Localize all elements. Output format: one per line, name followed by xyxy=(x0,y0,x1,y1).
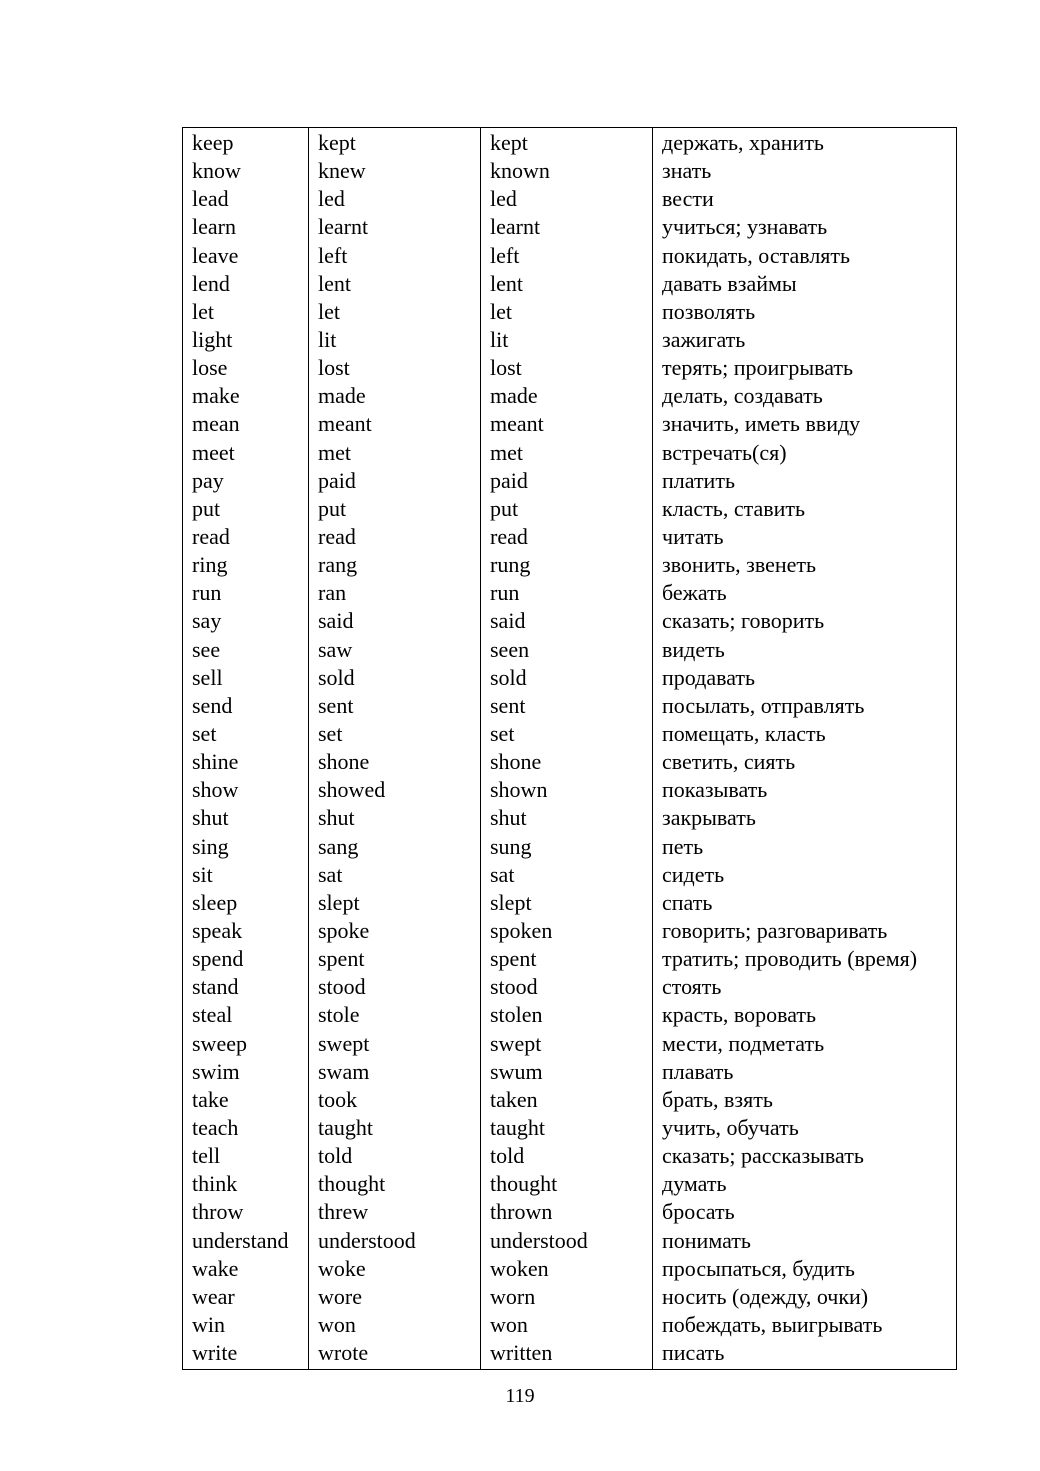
table-row xyxy=(183,467,957,495)
translation-cell: встречать(ся) xyxy=(653,439,957,467)
past-participle-cell: spent xyxy=(481,945,653,973)
past-simple-cell: shone xyxy=(309,748,481,776)
base-form-cell: shut xyxy=(183,804,309,832)
past-participle-cell: run xyxy=(481,579,653,607)
table-row xyxy=(183,720,957,748)
base-form-cell: send xyxy=(183,692,309,720)
past-simple-cell: spent xyxy=(309,945,481,973)
table-row xyxy=(183,1170,957,1198)
base-form-cell: tell xyxy=(183,1142,309,1170)
past-participle-cell: stood xyxy=(481,973,653,1001)
base-form-cell: know xyxy=(183,157,309,185)
past-simple-cell: swept xyxy=(309,1030,481,1058)
translation-cell: терять; проигрывать xyxy=(653,354,957,382)
table-row xyxy=(183,185,957,213)
base-form-cell: write xyxy=(183,1339,309,1370)
base-form-cell: think xyxy=(183,1170,309,1198)
past-participle-cell: spoken xyxy=(481,917,653,945)
table-row xyxy=(183,128,957,158)
past-simple-cell: lent xyxy=(309,270,481,298)
base-form-cell: keep xyxy=(183,128,309,158)
table-row xyxy=(183,1142,957,1170)
base-form-cell: ring xyxy=(183,551,309,579)
table-row xyxy=(183,889,957,917)
base-form-cell: let xyxy=(183,298,309,326)
translation-cell: покидать, оставлять xyxy=(653,242,957,270)
table-row xyxy=(183,1283,957,1311)
past-simple-cell: understood xyxy=(309,1226,481,1254)
past-simple-cell: wore xyxy=(309,1283,481,1311)
past-simple-cell: ran xyxy=(309,579,481,607)
past-participle-cell: seen xyxy=(481,636,653,664)
translation-cell: видеть xyxy=(653,636,957,664)
table-row xyxy=(183,326,957,354)
past-simple-cell: thought xyxy=(309,1170,481,1198)
translation-cell: сидеть xyxy=(653,861,957,889)
translation-cell: продавать xyxy=(653,664,957,692)
translation-cell: мести, подметать xyxy=(653,1030,957,1058)
past-simple-cell: stole xyxy=(309,1001,481,1029)
past-participle-cell: known xyxy=(481,157,653,185)
base-form-cell: steal xyxy=(183,1001,309,1029)
past-simple-cell: rang xyxy=(309,551,481,579)
past-participle-cell: taken xyxy=(481,1086,653,1114)
base-form-cell: meet xyxy=(183,439,309,467)
past-participle-cell: kept xyxy=(481,128,653,158)
past-participle-cell: shone xyxy=(481,748,653,776)
table-row xyxy=(183,833,957,861)
translation-cell: писать xyxy=(653,1339,957,1370)
past-participle-cell: read xyxy=(481,523,653,551)
past-simple-cell: stood xyxy=(309,973,481,1001)
translation-cell: думать xyxy=(653,1170,957,1198)
past-simple-cell: paid xyxy=(309,467,481,495)
past-simple-cell: made xyxy=(309,382,481,410)
translation-cell: брать, взять xyxy=(653,1086,957,1114)
translation-cell: светить, сиять xyxy=(653,748,957,776)
past-participle-cell: sold xyxy=(481,664,653,692)
translation-cell: показывать xyxy=(653,776,957,804)
past-simple-cell: read xyxy=(309,523,481,551)
table-row xyxy=(183,1058,957,1086)
base-form-cell: leave xyxy=(183,242,309,270)
past-simple-cell: wrote xyxy=(309,1339,481,1370)
base-form-cell: see xyxy=(183,636,309,664)
past-simple-cell: spoke xyxy=(309,917,481,945)
base-form-cell: say xyxy=(183,607,309,635)
table-row xyxy=(183,664,957,692)
translation-cell: сказать; рассказывать xyxy=(653,1142,957,1170)
past-simple-cell: led xyxy=(309,185,481,213)
past-participle-cell: sat xyxy=(481,861,653,889)
past-participle-cell: shown xyxy=(481,776,653,804)
past-simple-cell: sent xyxy=(309,692,481,720)
past-simple-cell: sat xyxy=(309,861,481,889)
table-row xyxy=(183,1311,957,1339)
translation-cell: помещать, класть xyxy=(653,720,957,748)
translation-cell: понимать xyxy=(653,1226,957,1254)
past-simple-cell: slept xyxy=(309,889,481,917)
translation-cell: звонить, звенеть xyxy=(653,551,957,579)
table-row xyxy=(183,157,957,185)
table-row xyxy=(183,776,957,804)
translation-cell: побеждать, выигрывать xyxy=(653,1311,957,1339)
translation-cell: значить, иметь ввиду xyxy=(653,410,957,438)
past-participle-cell: sent xyxy=(481,692,653,720)
base-form-cell: put xyxy=(183,495,309,523)
past-simple-cell: saw xyxy=(309,636,481,664)
past-participle-cell: understood xyxy=(481,1226,653,1254)
table-row xyxy=(183,242,957,270)
base-form-cell: read xyxy=(183,523,309,551)
base-form-cell: wake xyxy=(183,1255,309,1283)
table-row xyxy=(183,1086,957,1114)
table-row xyxy=(183,1339,957,1370)
translation-cell: стоять xyxy=(653,973,957,1001)
past-participle-cell: put xyxy=(481,495,653,523)
translation-cell: просыпаться, будить xyxy=(653,1255,957,1283)
translation-cell: учить, обучать xyxy=(653,1114,957,1142)
past-simple-cell: said xyxy=(309,607,481,635)
past-simple-cell: won xyxy=(309,1311,481,1339)
base-form-cell: win xyxy=(183,1311,309,1339)
base-form-cell: run xyxy=(183,579,309,607)
past-participle-cell: thrown xyxy=(481,1198,653,1226)
past-simple-cell: shut xyxy=(309,804,481,832)
base-form-cell: stand xyxy=(183,973,309,1001)
table-row xyxy=(183,973,957,1001)
base-form-cell: understand xyxy=(183,1226,309,1254)
table-row xyxy=(183,692,957,720)
translation-cell: плавать xyxy=(653,1058,957,1086)
table-row xyxy=(183,1198,957,1226)
past-participle-cell: meant xyxy=(481,410,653,438)
table-row xyxy=(183,1114,957,1142)
past-participle-cell: shut xyxy=(481,804,653,832)
past-participle-cell: swept xyxy=(481,1030,653,1058)
translation-cell: говорить; разговаривать xyxy=(653,917,957,945)
past-participle-cell: told xyxy=(481,1142,653,1170)
past-participle-cell: sung xyxy=(481,833,653,861)
past-participle-cell: worn xyxy=(481,1283,653,1311)
past-participle-cell: written xyxy=(481,1339,653,1370)
table-row xyxy=(183,410,957,438)
translation-cell: бросать xyxy=(653,1198,957,1226)
base-form-cell: sing xyxy=(183,833,309,861)
translation-cell: красть, воровать xyxy=(653,1001,957,1029)
past-simple-cell: learnt xyxy=(309,213,481,241)
past-simple-cell: threw xyxy=(309,1198,481,1226)
page-number: 119 xyxy=(505,1385,535,1407)
base-form-cell: show xyxy=(183,776,309,804)
past-simple-cell: sang xyxy=(309,833,481,861)
translation-cell: учиться; узнавать xyxy=(653,213,957,241)
past-participle-cell: won xyxy=(481,1311,653,1339)
base-form-cell: make xyxy=(183,382,309,410)
table-row xyxy=(183,579,957,607)
translation-cell: спать xyxy=(653,889,957,917)
past-simple-cell: set xyxy=(309,720,481,748)
past-participle-cell: met xyxy=(481,439,653,467)
translation-cell: класть, ставить xyxy=(653,495,957,523)
base-form-cell: throw xyxy=(183,1198,309,1226)
base-form-cell: lend xyxy=(183,270,309,298)
base-form-cell: sit xyxy=(183,861,309,889)
translation-cell: платить xyxy=(653,467,957,495)
base-form-cell: swim xyxy=(183,1058,309,1086)
translation-cell: закрывать xyxy=(653,804,957,832)
past-simple-cell: put xyxy=(309,495,481,523)
past-participle-cell: said xyxy=(481,607,653,635)
past-simple-cell: let xyxy=(309,298,481,326)
translation-cell: вести xyxy=(653,185,957,213)
base-form-cell: spend xyxy=(183,945,309,973)
past-participle-cell: left xyxy=(481,242,653,270)
table-row xyxy=(183,551,957,579)
table-row xyxy=(183,804,957,832)
past-participle-cell: led xyxy=(481,185,653,213)
table-row xyxy=(183,1255,957,1283)
past-participle-cell: woken xyxy=(481,1255,653,1283)
table-row xyxy=(183,1001,957,1029)
table-row xyxy=(183,748,957,776)
table-row xyxy=(183,1030,957,1058)
base-form-cell: speak xyxy=(183,917,309,945)
past-participle-cell: stolen xyxy=(481,1001,653,1029)
past-simple-cell: took xyxy=(309,1086,481,1114)
translation-cell: сказать; говорить xyxy=(653,607,957,635)
past-participle-cell: set xyxy=(481,720,653,748)
past-participle-cell: lost xyxy=(481,354,653,382)
table-row xyxy=(183,636,957,664)
past-participle-cell: learnt xyxy=(481,213,653,241)
past-participle-cell: slept xyxy=(481,889,653,917)
past-simple-cell: kept xyxy=(309,128,481,158)
table-row xyxy=(183,382,957,410)
past-simple-cell: taught xyxy=(309,1114,481,1142)
translation-cell: носить (одежду, очки) xyxy=(653,1283,957,1311)
translation-cell: посылать, отправлять xyxy=(653,692,957,720)
past-simple-cell: woke xyxy=(309,1255,481,1283)
base-form-cell: wear xyxy=(183,1283,309,1311)
base-form-cell: sweep xyxy=(183,1030,309,1058)
base-form-cell: learn xyxy=(183,213,309,241)
past-simple-cell: met xyxy=(309,439,481,467)
past-participle-cell: thought xyxy=(481,1170,653,1198)
base-form-cell: light xyxy=(183,326,309,354)
table-row xyxy=(183,917,957,945)
table-row xyxy=(183,298,957,326)
translation-cell: читать xyxy=(653,523,957,551)
table-row xyxy=(183,945,957,973)
base-form-cell: sell xyxy=(183,664,309,692)
translation-cell: петь xyxy=(653,833,957,861)
past-participle-cell: lit xyxy=(481,326,653,354)
translation-cell: держать, хранить xyxy=(653,128,957,158)
past-participle-cell: rung xyxy=(481,551,653,579)
translation-cell: тратить; проводить (время) xyxy=(653,945,957,973)
base-form-cell: lose xyxy=(183,354,309,382)
base-form-cell: teach xyxy=(183,1114,309,1142)
translation-cell: бежать xyxy=(653,579,957,607)
past-simple-cell: left xyxy=(309,242,481,270)
translation-cell: зажигать xyxy=(653,326,957,354)
table-row xyxy=(183,354,957,382)
translation-cell: позволять xyxy=(653,298,957,326)
irregular-verbs-table-body xyxy=(183,128,957,1370)
table-row xyxy=(183,439,957,467)
past-participle-cell: let xyxy=(481,298,653,326)
table-row xyxy=(183,861,957,889)
base-form-cell: shine xyxy=(183,748,309,776)
table-row xyxy=(183,495,957,523)
past-participle-cell: made xyxy=(481,382,653,410)
table-row xyxy=(183,270,957,298)
past-participle-cell: paid xyxy=(481,467,653,495)
base-form-cell: take xyxy=(183,1086,309,1114)
table-row xyxy=(183,213,957,241)
past-simple-cell: told xyxy=(309,1142,481,1170)
base-form-cell: pay xyxy=(183,467,309,495)
base-form-cell: mean xyxy=(183,410,309,438)
irregular-verbs-table xyxy=(182,127,957,1370)
past-participle-cell: taught xyxy=(481,1114,653,1142)
base-form-cell: lead xyxy=(183,185,309,213)
past-simple-cell: lit xyxy=(309,326,481,354)
past-participle-cell: swum xyxy=(481,1058,653,1086)
base-form-cell: set xyxy=(183,720,309,748)
past-simple-cell: showed xyxy=(309,776,481,804)
table-row xyxy=(183,523,957,551)
past-participle-cell: lent xyxy=(481,270,653,298)
past-simple-cell: sold xyxy=(309,664,481,692)
translation-cell: делать, создавать xyxy=(653,382,957,410)
translation-cell: знать xyxy=(653,157,957,185)
translation-cell: давать взаймы xyxy=(653,270,957,298)
base-form-cell: sleep xyxy=(183,889,309,917)
table-row xyxy=(183,607,957,635)
table-row xyxy=(183,1226,957,1254)
past-simple-cell: knew xyxy=(309,157,481,185)
past-simple-cell: meant xyxy=(309,410,481,438)
past-simple-cell: lost xyxy=(309,354,481,382)
past-simple-cell: swam xyxy=(309,1058,481,1086)
